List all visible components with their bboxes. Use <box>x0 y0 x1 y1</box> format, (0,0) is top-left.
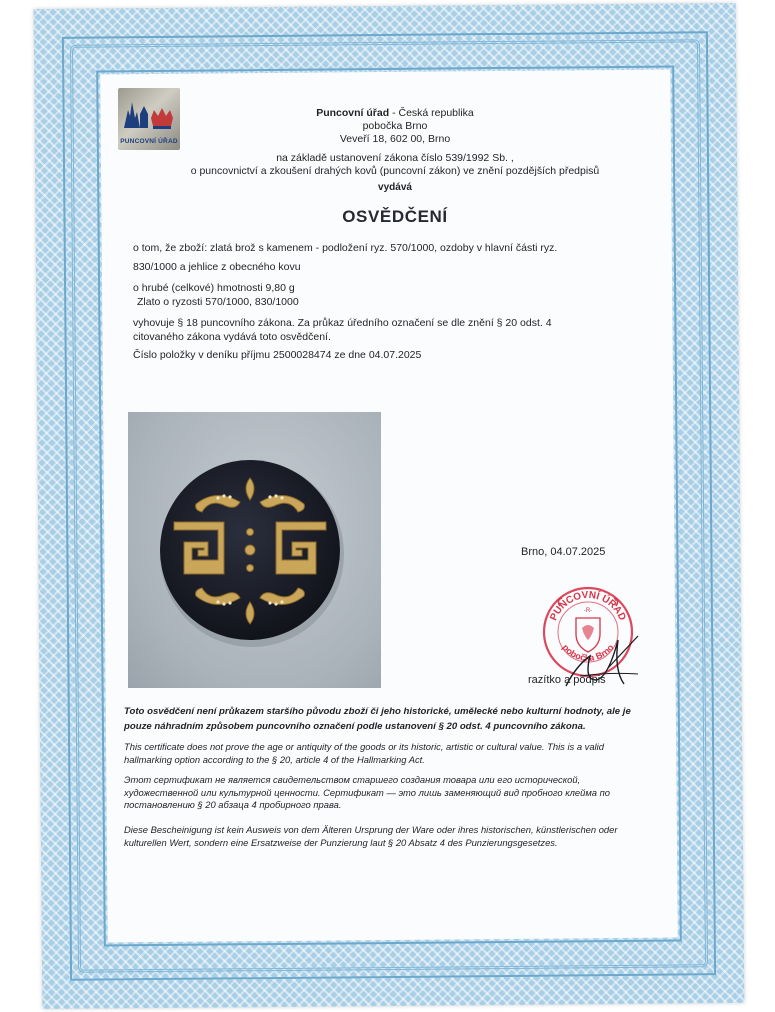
office-name-rest: - Česká republika <box>389 107 474 119</box>
journal-number: Číslo položky v deníku příjmu 2500028474 ze dne 04.07.2025 <box>133 349 422 361</box>
goods-description-line1: o tom, že zboží: zlatá brož s kamenem - podložení ryz. 570/1000, ozdoby v hlavní části ryz. <box>133 242 558 254</box>
stamp-bottom-text: pobočka Brno <box>560 642 616 663</box>
certificate-title: OSVĚDČENÍ <box>342 207 448 226</box>
place-and-date: Brno, 04.07.2025 <box>521 546 606 558</box>
disclaimer-czech: Toto osvědčení není průkazem staršího původu zboží či jeho historické, umělecké nebo kulturní hodnoty, ale je pouze náhradním způsobem puncovního označení podle ustanovení § 20 odst. 4 puncovního zákona. <box>124 706 631 732</box>
compliance-line1: vyhovuje § 18 puncovního zákona. Za průkaz úředního označení se dle znění § 20 odst. 4 <box>133 317 552 329</box>
brooch-image <box>128 412 381 688</box>
disclaimer-russian: Этот сертификат не является свидетельством старшего создания товара или его исторической, художественной или культурной ценности. Сертификат — это лишь заменяющий вид пробного клейма по постановлению § 20 абзаца 4 пробирного права. <box>124 774 610 810</box>
disclaimer-english: This certificate does not prove the age or antiquity of the goods or its historic, artistic or cultural value. This is a valid hallmarking option according to the § 20, article 4 of the Hallmarking Act. <box>124 741 604 765</box>
stamp-top-text: PUNCOVNÍ ÚŘAD <box>548 589 628 623</box>
gross-weight: o hrubé (celkové) hmotnosti 9,80 g <box>133 282 295 294</box>
stamp-mid-letter: -R- <box>583 608 593 614</box>
office-name-bold: Puncovní úřad <box>316 107 390 119</box>
logo-label: PUNCOVNÍ ÚŘAD <box>120 138 178 145</box>
handwritten-signature <box>560 628 650 698</box>
compliance-line2: citovaného zákona vydává toto osvědčení. <box>133 331 331 343</box>
disclaimer-german: Diese Bescheinigung ist kein Ausweis von dem Älteren Ursprung der Ware oder ihres historischen, künstlerischen oder kulturellen Wert, sondern eine Ersatzweise der Punzierung laut § 20 Absatz 4 des Punzierungsgesetzes. <box>124 824 618 848</box>
assay-office-logo <box>118 88 180 150</box>
brooch-photo <box>128 412 381 688</box>
office-address: Veveří 18, 602 00, Brno <box>339 133 451 145</box>
signature-label: razítko a podpis <box>528 674 606 686</box>
branch-name: pobočka Brno <box>362 120 428 132</box>
office-name <box>200 107 590 120</box>
goods-description-line2: 830/1000 a jehlice z obecného kovu <box>133 261 301 273</box>
gold-fineness: Zlato o ryzosti 570/1000, 830/1000 <box>137 296 299 308</box>
issues-label: vydává <box>378 182 412 193</box>
law-reference-line1: na základě ustanovení zákona číslo 539/1992 Sb. , <box>276 152 514 164</box>
law-reference-line2: o puncovnictví a zkoušení drahých kovů (puncovní zákon) ve znění pozdějších předpisů <box>190 165 600 177</box>
